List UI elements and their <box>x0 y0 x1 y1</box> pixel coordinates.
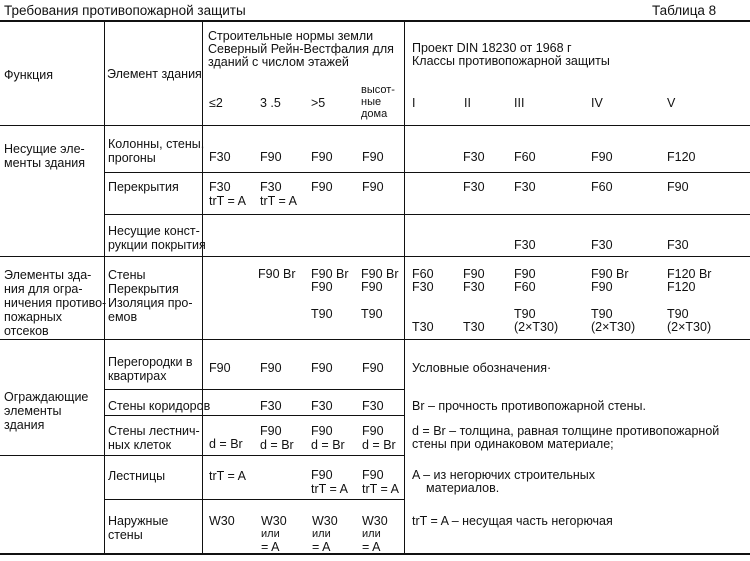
element-stairs: Лестницы <box>108 469 166 483</box>
table-cell: F30 <box>260 399 282 413</box>
group-load-bearing: Несущие эле- менты здания <box>4 142 85 170</box>
element-columns: Колонны, стены, прогоны <box>108 137 205 165</box>
column-divider <box>202 22 203 553</box>
table-cell: F90 <box>667 180 689 194</box>
element-exterior-walls: Наружные стены <box>108 514 169 542</box>
table-cell: F90 <box>463 267 485 281</box>
table-cell: W30 <box>209 514 235 528</box>
element-roof-structures: Несущие конст- рукции покрытия <box>108 224 206 252</box>
row-divider <box>104 214 750 215</box>
table-cell: F30 <box>463 180 485 194</box>
table-cell: F90 <box>362 361 384 375</box>
table-cell: F90 <box>260 150 282 164</box>
table-cell: F30 <box>463 150 485 164</box>
floors-col-2: 3 .5 <box>260 96 281 110</box>
row-divider <box>104 499 404 500</box>
legend-dbr-line2: стены при одинаковом материале; <box>412 437 614 451</box>
header-nrw-line2: Северный Рейн-Вестфалия для <box>208 42 394 56</box>
table-cell: F60 <box>591 180 613 194</box>
table-cell: F90 trT = A <box>311 468 348 496</box>
column-divider <box>404 22 405 553</box>
row-divider <box>104 172 750 173</box>
table-cell: T90 <box>311 307 333 321</box>
table-cell: F30 <box>463 280 485 294</box>
table-cell: F90 <box>260 361 282 375</box>
table-cell: F30 <box>667 238 689 252</box>
table-cell: F30 trT = A <box>260 180 297 208</box>
table-cell: F60 <box>514 280 536 294</box>
table-cell: (2×T30) <box>591 320 636 334</box>
header-din-line1: Проект DIN 18230 от 1968 г <box>412 41 572 55</box>
table-cell: F90 <box>361 280 383 294</box>
table-cell: F30 <box>362 399 384 413</box>
header-function: Функция <box>4 68 54 82</box>
class-col-4: IV <box>591 96 603 110</box>
table-cell: F90 d = Br <box>311 424 345 452</box>
table-cell: F90 <box>311 180 333 194</box>
floors-col-3: >5 <box>311 96 326 110</box>
row-divider <box>104 389 404 390</box>
table-cell: d = Br <box>209 437 243 451</box>
table-cell: F90 <box>591 150 613 164</box>
table-cell: T90 <box>361 307 383 321</box>
legend-dbr-line1: d = Br – толщина, равная толщине противопожарной <box>412 424 720 438</box>
header-nrw-line3: зданий с числом этажей <box>208 55 349 69</box>
table-cell: F90 Br <box>361 267 399 281</box>
table-number: Таблица 8 <box>652 3 717 18</box>
table-cell: F90 Br <box>258 267 296 281</box>
legend-br: Br – прочность противопожарной стены. <box>412 399 646 413</box>
group-enclosing: Ограждающие элементы здания <box>4 390 89 432</box>
table-cell: F120 Br <box>667 267 712 281</box>
element-corridor-walls: Стены коридоров <box>108 399 211 413</box>
element-stairwell-walls: Стены лестнич- ных клеток <box>108 424 200 452</box>
class-col-2: II <box>464 96 471 110</box>
table-cell: F120 <box>667 280 696 294</box>
top-border <box>0 20 750 22</box>
table-cell: F90 d = Br <box>362 424 396 452</box>
table-cell: F90 <box>362 180 384 194</box>
table-cell: T90 <box>514 307 536 321</box>
table-cell: F90 Br <box>591 267 629 281</box>
class-col-3: III <box>514 96 525 110</box>
class-col-5: V <box>667 96 676 110</box>
floors-col-1: ≤2 <box>209 96 223 110</box>
table-cell: F90 d = Br <box>260 424 294 452</box>
table-cell: F60 <box>514 150 536 164</box>
element-partitions: Перегородки в квартирах <box>108 355 193 383</box>
table-cell: (2×T30) <box>514 320 559 334</box>
group-separating: Элементы зда- ния для огра- ничения противо- пожарных отсеков <box>4 268 107 338</box>
table-cell: F90 <box>514 267 536 281</box>
table-cell: F90 <box>362 150 384 164</box>
table-cell: F30 <box>209 150 231 164</box>
table-cell: F60 <box>412 267 434 281</box>
table-cell: F30 <box>311 399 333 413</box>
table-cell: T90 <box>667 307 689 321</box>
legend-title: Условные обозначения· <box>412 361 552 375</box>
table-cell: F90 <box>591 280 613 294</box>
table-cell: F120 <box>667 150 696 164</box>
table-cell: F90 <box>209 361 231 375</box>
table-cell: F90 <box>311 280 333 294</box>
element-floors: Перекрытия <box>108 180 179 194</box>
legend-a-line1: A – из негорючих строительных <box>412 468 596 482</box>
table-cell: W30 или = A <box>312 514 338 554</box>
section-divider <box>0 339 750 340</box>
table-cell: trT = A <box>209 469 246 483</box>
element-walls-floors-openings: Стены Перекрытия Изоляция про- емов <box>108 268 193 324</box>
floors-col-4: высот- ные дома <box>361 84 395 120</box>
table-cell: T30 <box>412 320 434 334</box>
class-col-1: I <box>412 96 416 110</box>
table-cell: F30 <box>514 238 536 252</box>
legend-a-line2: материалов. <box>426 481 500 495</box>
table-cell: F30 <box>412 280 434 294</box>
table-cell: F90 Br <box>311 267 349 281</box>
table-cell: T30 <box>463 320 485 334</box>
header-element: Элемент здания <box>107 67 202 81</box>
table-cell: F90 <box>311 150 333 164</box>
legend-trt: trT = A – несущая часть негорючая <box>412 514 613 528</box>
table-cell: T90 <box>591 307 613 321</box>
row-divider <box>104 415 404 416</box>
table-cell: F90 <box>311 361 333 375</box>
header-divider <box>0 125 750 126</box>
header-din-line2: Классы противопожарной защиты <box>412 54 610 68</box>
header-nrw-line1: Строительные нормы земли <box>208 29 374 43</box>
table-cell: F30 trT = A <box>209 180 246 208</box>
table-cell: (2×T30) <box>667 320 712 334</box>
table-cell: F30 <box>514 180 536 194</box>
section-divider <box>0 256 750 257</box>
table-cell: W30 или = A <box>261 514 287 554</box>
table-cell: F90 trT = A <box>362 468 399 496</box>
table-cell: F30 <box>591 238 613 252</box>
page-title: Требования противопожарной защиты <box>4 3 246 18</box>
table-cell: W30 или = A <box>362 514 388 554</box>
